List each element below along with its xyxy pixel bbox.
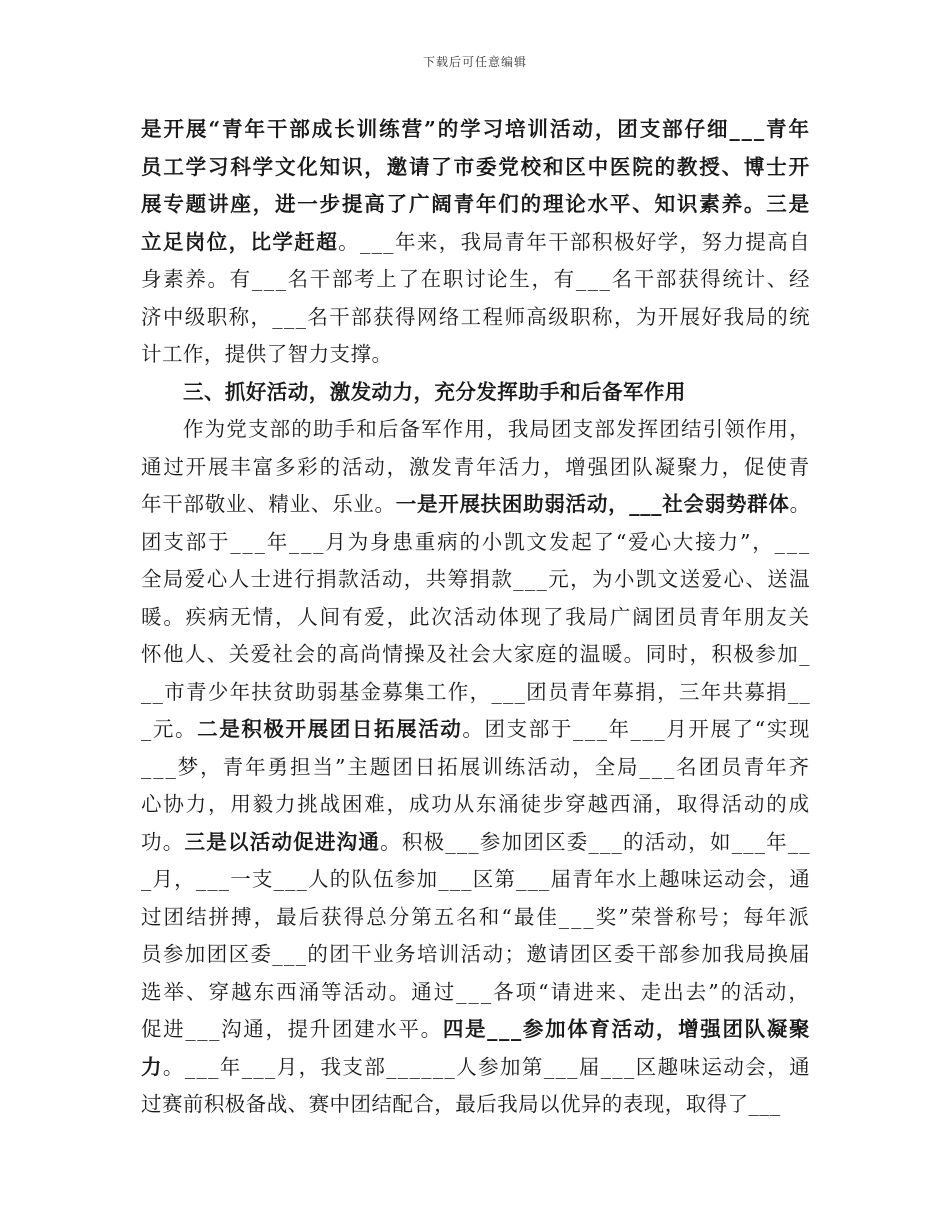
text-line bbox=[141, 524, 811, 562]
text-segment: 。___年___月，我支部______人参加第___届___区趣味运动会，通 bbox=[162, 1054, 812, 1079]
text-line bbox=[141, 786, 811, 824]
text-segment: 作为党支部的助手和后备军作用，我局团支部发挥团结引领作用， bbox=[183, 417, 811, 441]
text-line bbox=[141, 711, 811, 749]
text-line bbox=[141, 336, 811, 374]
text-line bbox=[141, 449, 811, 487]
text-segment: 过团结拼搏，最后获得总分第五名和“最佳___奖”荣誉称号；每年派 bbox=[141, 904, 811, 929]
text-line bbox=[141, 824, 811, 862]
text-segment: __市青少年扶贫助弱基金募集工作，___团员青年募捐，三年共募捐__ bbox=[141, 679, 812, 704]
text-line bbox=[141, 861, 811, 899]
text-segment: 过赛前积极备战、赛中团结配合，最后我局以优异的表现，取得了___ bbox=[141, 1092, 781, 1116]
text-line bbox=[141, 261, 811, 299]
text-line bbox=[141, 674, 811, 712]
bold-text-segment: 是开展“青年干部成长训练营”的学习培训活动，团支部仔细___青年 bbox=[141, 117, 811, 141]
document-body bbox=[141, 111, 811, 1124]
page-header-note: 下载后可任意编辑 bbox=[422, 55, 527, 69]
bold-text-segment: 三是以活动促进沟通 bbox=[184, 829, 381, 854]
text-line bbox=[141, 936, 811, 974]
text-segment: 全局爱心人士进行捐款活动，共筹捐款___元，为小凯文送爱心、送温 bbox=[141, 567, 812, 591]
text-segment: 心协力，用毅力挑战困难，成功从东涌徒步穿越西涌，取得活动的成 bbox=[141, 792, 811, 816]
text-segment: 。积极___参加团区委___的活动，如___年__ bbox=[380, 829, 811, 854]
text-segment: 年干部敬业、精业、乐业。 bbox=[141, 492, 396, 516]
text-line bbox=[141, 486, 811, 524]
bold-text-segment: 一是开展扶困助弱活动，___社会弱势群体 bbox=[395, 492, 790, 516]
bold-text-segment: 立足岗位，比学赶超 bbox=[141, 229, 339, 254]
text-segment: 。___年来，我局青年干部积极好学，努力提高自 bbox=[338, 229, 812, 254]
text-segment: ___梦，青年勇担当”主题团日拓展训练活动，全局___名团员青年齐 bbox=[141, 754, 811, 779]
text-line bbox=[141, 749, 811, 787]
text-line bbox=[141, 599, 811, 637]
bold-text-segment: 力 bbox=[141, 1054, 163, 1079]
text-segment: 怀他人、关爱社会的高尚情操及社会大家庭的温暖。同时，积极参加_ bbox=[141, 642, 811, 666]
text-segment: 团支部于___年___月为身患重病的小凯文发起了“爱心大接力”，___ bbox=[141, 529, 811, 554]
text-segment: _月，___一支___人的队伍参加___区第___届青年水上趣味运动会，通 bbox=[141, 867, 812, 891]
bold-text-segment: 员工学习科学文化知识，邀请了市委党校和区中医院的教授、博士开 bbox=[141, 154, 811, 179]
text-segment: 促进___沟通，提升团建水平。 bbox=[141, 1017, 443, 1041]
bold-text-segment: 二是积极开展团日拓展活动 bbox=[197, 717, 463, 741]
text-segment: 员参加团区委___的团干业务培训活动；邀请团区委干部参加我局换届 bbox=[141, 942, 812, 966]
text-segment: 。团支部于___年___月开展了“实现 bbox=[462, 717, 811, 741]
text-segment: 通过开展丰富多彩的活动，激发青年活力，增强团队凝聚力，促使青 bbox=[141, 454, 811, 479]
text-segment: 暖。疾病无情，人间有爱，此次活动体现了我局广阔团员青年朋友关 bbox=[141, 604, 811, 629]
text-line bbox=[141, 974, 811, 1012]
text-line bbox=[141, 899, 811, 937]
text-segment: 。 bbox=[789, 492, 811, 516]
text-line bbox=[141, 149, 811, 187]
bold-text-segment: 四是___参加体育活动，增强团队凝聚 bbox=[442, 1017, 812, 1041]
text-segment: 功。 bbox=[141, 829, 185, 854]
text-line bbox=[141, 374, 811, 412]
bold-text-segment: 三、抓好活动，激发动力，充分发挥助手和后备军作用 bbox=[183, 379, 686, 404]
text-line bbox=[141, 1011, 811, 1049]
text-segment: 选举、穿越东西涌等活动。通过___各项“请进来、走出去”的活动， bbox=[141, 979, 811, 1004]
text-segment: 身素养。有___名干部考上了在职讨论生，有___名干部获得统计、经 bbox=[141, 267, 812, 291]
text-line bbox=[141, 411, 811, 449]
bold-text-segment: 展专题讲座，进一步提高了广阔青年们的理论水平、知识素养。三是 bbox=[141, 192, 811, 216]
text-line bbox=[141, 186, 811, 224]
text-line bbox=[141, 561, 811, 599]
text-line bbox=[141, 111, 811, 149]
text-line bbox=[141, 299, 811, 337]
text-line bbox=[141, 1049, 811, 1087]
text-line bbox=[141, 636, 811, 674]
text-segment: 计工作，提供了智力支撑。 bbox=[141, 342, 393, 366]
text-segment: 济中级职称，___名干部获得网络工程师高级职称，为开展好我局的统 bbox=[141, 304, 812, 329]
text-line bbox=[141, 224, 811, 262]
text-segment: _元。 bbox=[141, 717, 198, 741]
text-line bbox=[141, 1086, 811, 1124]
